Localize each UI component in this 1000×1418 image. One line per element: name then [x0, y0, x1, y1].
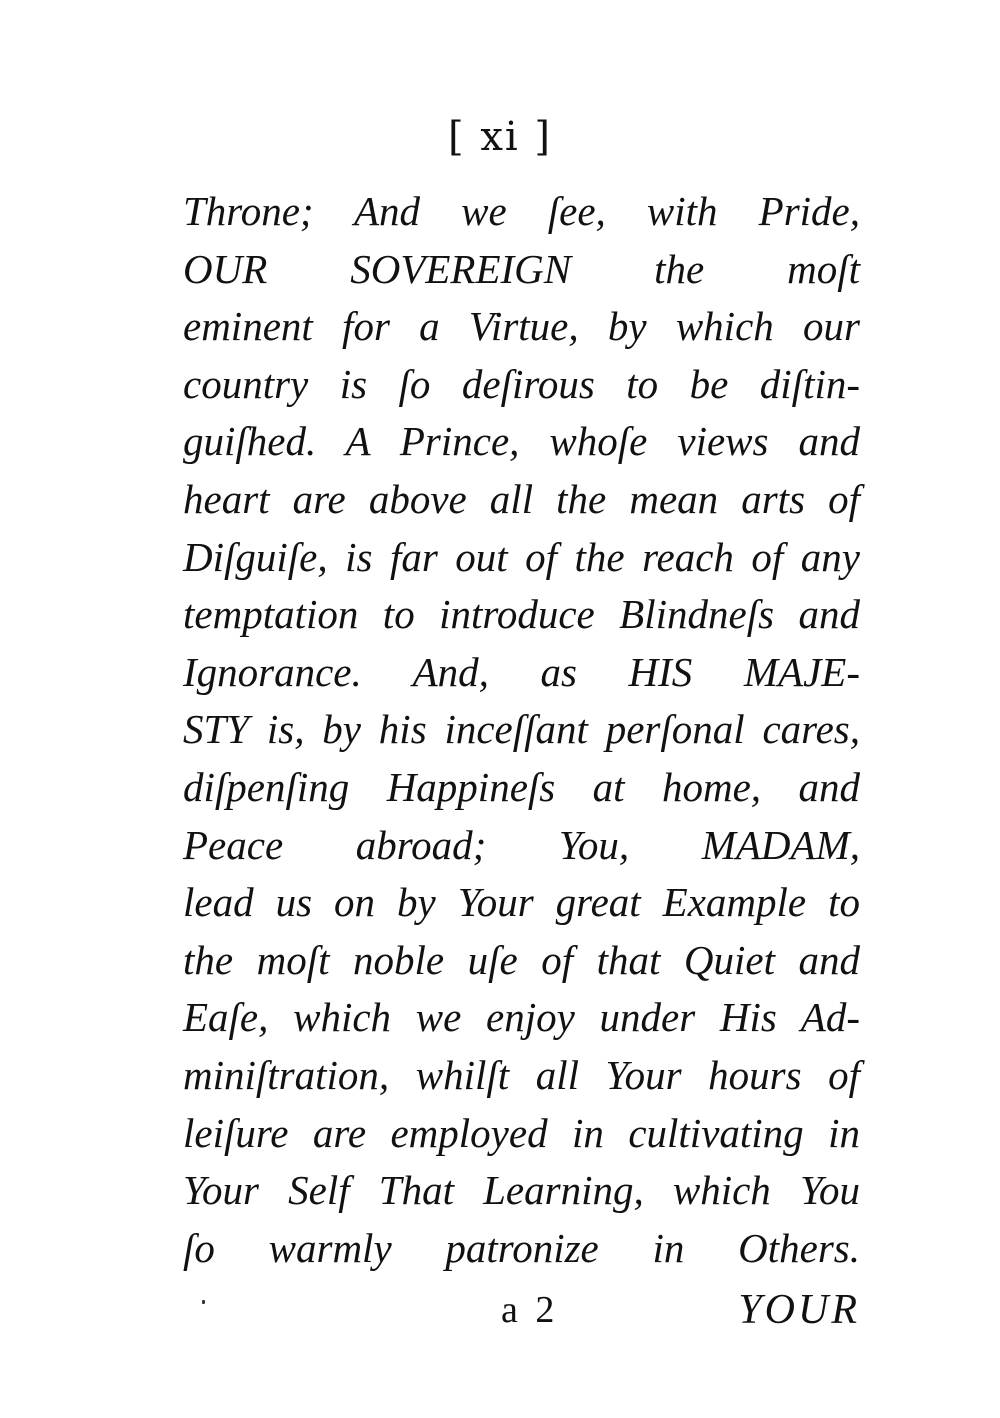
body-text — [183, 183, 860, 1277]
text-line: STY is, by his inceſſant perſonal cares, — [183, 706, 860, 753]
text-line: Peace abroad; You, MADAM, — [183, 821, 860, 868]
text-line: Throne; And we ſee, with Pride, — [183, 188, 860, 234]
text-line: the moſt noble uſe of that Quiet and — [183, 936, 860, 983]
text-line: diſpenſing Happineſs at home, and — [183, 763, 860, 810]
page-footer — [183, 1280, 860, 1340]
text-line: ſo warmly patronize in Others. — [183, 1224, 860, 1271]
text-line: lead us on by Your great Example to — [183, 879, 860, 926]
signature-mark: a 2 — [501, 1289, 559, 1331]
text-line: Eaſe, which we enjoy under His Ad- — [183, 994, 860, 1041]
text-line: eminent for a Virtue, by which our — [183, 303, 860, 350]
page-number: [ xi ] — [448, 114, 552, 160]
text-line: heart are above all the mean arts of — [183, 475, 860, 522]
text-line: Ignorance. And, as HIS MAJE- — [183, 648, 860, 695]
text-line: Your Self That Learning, which You — [183, 1167, 860, 1214]
catchword: YOUR — [738, 1287, 860, 1333]
ink-speck — [202, 1300, 205, 1304]
text-line: temptation to introduce Blindneſs and — [183, 591, 860, 638]
text-line: guiſhed. A Prince, whoſe views and — [183, 418, 860, 465]
text-line: miniſtration, whilſt all Your hours of — [183, 1051, 860, 1098]
text-line: country is ſo deſirous to be diſtin- — [183, 360, 860, 407]
text-line: OUR SOVEREIGN the moſt — [183, 245, 860, 292]
text-line: Diſguiſe, is far out of the reach of any — [183, 533, 860, 580]
text-line: leiſure are employed in cultivating in — [183, 1109, 860, 1156]
